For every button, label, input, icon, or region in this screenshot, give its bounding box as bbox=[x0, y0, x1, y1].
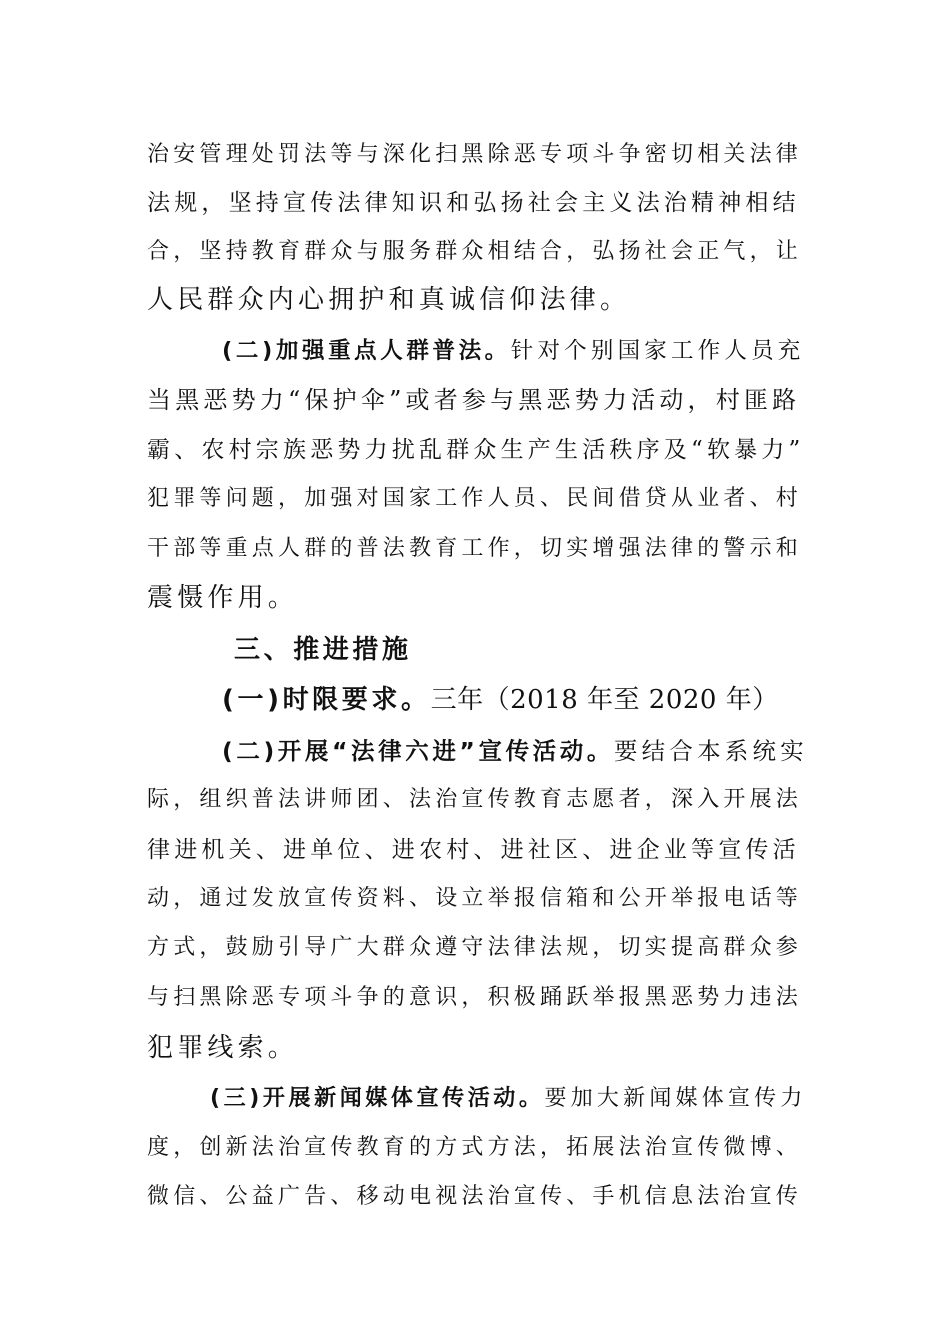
paragraph-line: 际，组织普法讲师团、法治宣传教育志愿者，深入开展法 bbox=[147, 787, 803, 812]
section-title: 三、推进措施 bbox=[234, 635, 412, 665]
paragraph-line: 方式，鼓励引导广大群众遵守法律法规，切实提高群众参 bbox=[147, 935, 803, 960]
paragraph-line: 人民群众内心拥护和真诚信仰法律。 bbox=[147, 285, 631, 315]
paragraph-line: 犯罪线索。 bbox=[147, 1033, 299, 1063]
paragraph-heading: (二)加强重点人群普法。 bbox=[222, 338, 511, 364]
paragraph-line: 动，通过发放宣传资料、设立举报信箱和公开举报电话等 bbox=[147, 886, 803, 911]
paragraph-line: 法规，坚持宣传法律知识和弘扬社会主义法治精神相结 bbox=[147, 190, 800, 216]
paragraph-line: 霸、农村宗族恶势力扰乱群众生产生活秩序及“软暴力” bbox=[147, 437, 805, 463]
paragraph-first-line bbox=[210, 1082, 807, 1116]
paragraph-text: 三年（2018 年至 2020 年） bbox=[430, 685, 779, 715]
paragraph-text: 要加大新闻媒体宣传力 bbox=[544, 1086, 807, 1111]
paragraph-first-line bbox=[222, 734, 808, 768]
paragraph-line: 度，创新法治宣传教育的方式方法，拓展法治宣传微博、 bbox=[147, 1135, 803, 1160]
paragraph-line: 治安管理处罚法等与深化扫黑除恶专项斗争密切相关法律 bbox=[147, 142, 803, 167]
paragraph-line: 合，坚持教育群众与服务群众相结合，弘扬社会正气，让 bbox=[147, 239, 803, 264]
paragraph-line: 当黑恶势力“保护伞”或者参与黑恶势力活动，村匪路 bbox=[147, 386, 801, 414]
paragraph-first-line bbox=[222, 683, 779, 717]
paragraph-line: 律进机关、进单位、进农村、进社区、进企业等宣传活 bbox=[147, 837, 800, 863]
paragraph-first-line bbox=[222, 334, 804, 368]
paragraph-heading: (二)开展“法律六进”宣传活动。 bbox=[222, 737, 614, 765]
paragraph-line: 与扫黑除恶专项斗争的意识，积极踊跃举报黑恶势力违法 bbox=[147, 985, 803, 1010]
paragraph-line: 干部等重点人群的普法教育工作，切实增强法律的警示和 bbox=[147, 536, 803, 561]
paragraph-heading: (一)时限要求。 bbox=[222, 685, 431, 715]
paragraph-line: 微信、公益广告、移动电视法治宣传、手机信息法治宣传 bbox=[147, 1184, 803, 1209]
paragraph-text: 针对个别国家工作人员充 bbox=[510, 338, 805, 364]
paragraph-heading: (三)开展新闻媒体宣传活动。 bbox=[210, 1086, 545, 1111]
paragraph-text: 要结合本系统实 bbox=[613, 737, 808, 765]
paragraph-line: 震慑作用。 bbox=[147, 583, 299, 613]
paragraph-line: 犯罪等问题，加强对国家工作人员、民间借贷从业者、村 bbox=[147, 486, 803, 511]
